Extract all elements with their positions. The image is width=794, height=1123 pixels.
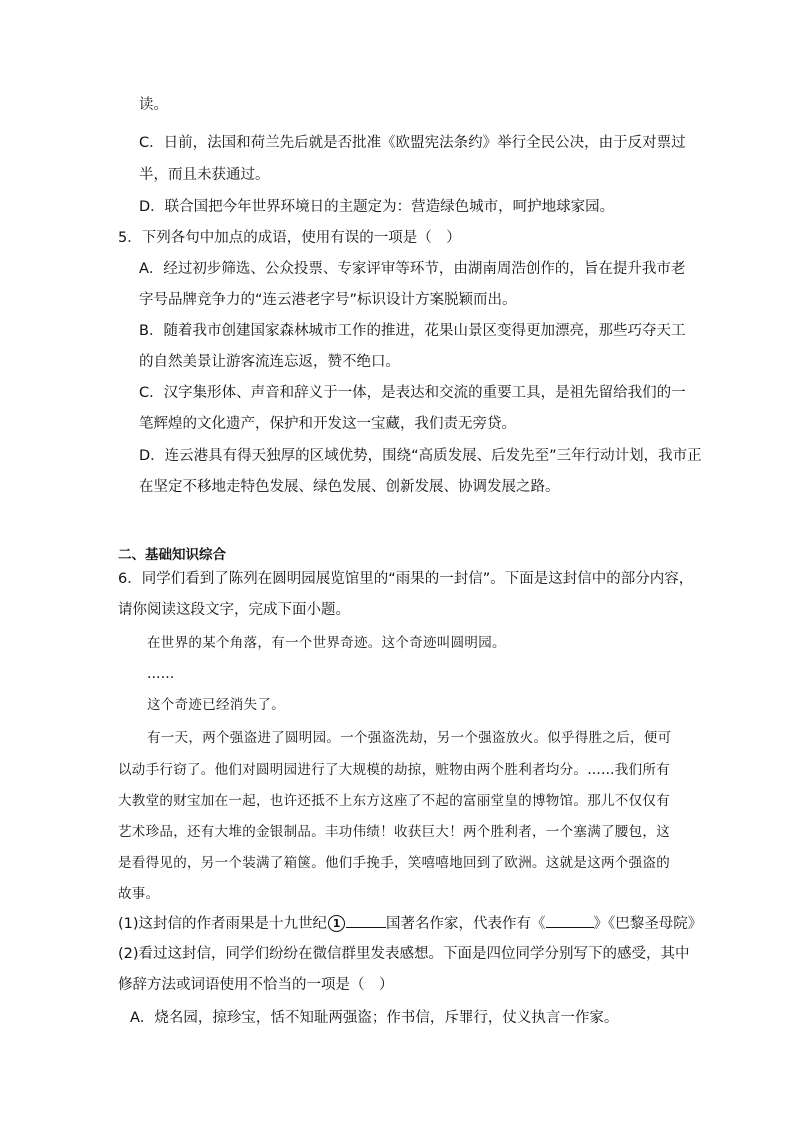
letter-paragraph-3-line2: 以动手行窃了。他们对圆明园进行了大规模的劫掠，赃物由两个胜利者均分。……我们所有 <box>118 762 670 778</box>
q5-option-c-line1: C．汉字集形体、声音和辞义于一体，是表达和交流的重要工具，是祖先留给我们的一 <box>139 385 686 401</box>
blank-marker-circle: 1 <box>328 915 345 932</box>
q6-stem-line1: 6．同学们看到了陈列在圆明园展览馆里的“雨果的一封信”。下面是这封信中的部分内容， <box>118 571 694 587</box>
q6-sub2-line2: 修辞方法或词语使用不恰当的一项是（ ） <box>118 977 394 993</box>
q6-sub1-middle: 国著名作家，代表作有《 <box>386 916 546 932</box>
q6-sub1-prefix: (1)这封信的作者雨果是十九世纪 <box>118 916 328 932</box>
answer-blank-1[interactable] <box>346 913 386 928</box>
q5-option-d-line1: D．连云港具有得天独厚的区域优势，围绕“高质发展、后发先至”三年行动计划，我市正 <box>139 448 702 464</box>
letter-paragraph-3-line1: 有一天，两个强盗进了圆明园。一个强盗洗劫，另一个强盗放火。似乎得胜之后，便可 <box>147 730 672 746</box>
answer-blank-2[interactable] <box>546 913 594 928</box>
letter-ellipsis: …… <box>147 666 175 682</box>
letter-paragraph-3-line3: 大教堂的财宝加在一起，也许还抵不上东方这座了不起的富丽堂皇的博物馆。那儿不仅仅有 <box>118 793 670 809</box>
q5-option-c-line2: 笔辉煌的文化遗产，保护和开发这一宝藏，我们责无旁贷。 <box>139 416 516 432</box>
section-heading: 二、基础知识综合 <box>118 547 226 563</box>
q6-sub1-suffix: 》《巴黎圣母院》 <box>593 916 703 932</box>
q5-option-b-line1: B．随着我市创建国家森林城市工作的推进，花果山景区变得更加漂亮，那些巧夺天工 <box>139 323 686 339</box>
q4-option-c-line2: 半，而且未获通过。 <box>139 167 270 183</box>
letter-paragraph-2: 这个奇迹已经消失了。 <box>147 697 285 713</box>
q4-option-d: D．联合国把今年世界环境日的主题定为：营造绿色城市，呵护地球家园。 <box>139 199 615 215</box>
q6-sub2-option-a: A．烧名园，掠珍宝，恬不知耻两强盗；作书信，斥罪行，仗义执言一作家。 <box>130 1010 619 1026</box>
letter-paragraph-3-line5: 是看得见的，另一个装满了箱箧。他们手挽手，笑嘻嘻地回到了欧洲。这就是这两个强盗的 <box>118 855 670 871</box>
q4-option-c-line1: C．日前，法国和荷兰先后就是否批准《欧盟宪法条约》举行全民公决，由于反对票过 <box>139 135 686 151</box>
q4-continuation-line: 读。 <box>139 97 168 113</box>
q5-option-a-line2: 字号品牌竞争力的“连云港老字号”标识设计方案脱颖而出。 <box>139 292 517 308</box>
q6-stem-line2: 请你阅读这段文字，完成下面小题。 <box>118 602 350 618</box>
q5-option-d-line2: 在坚定不移地走特色发展、绿色发展、创新发展、协调发展之路。 <box>139 479 560 495</box>
q5-option-b-line2: 的自然美景让游客流连忘返，赞不绝口。 <box>139 354 400 370</box>
letter-paragraph-3-line4: 艺术珍品，还有大堆的金银制品。丰功伟绩！收获巨大！两个胜利者，一个塞满了腰包，这 <box>118 824 670 840</box>
q6-sub2-line1: (2)看过这封信，同学们纷纷在微信群里发表感想。下面是四位同学分别写下的感受，其中 <box>118 946 690 962</box>
letter-paragraph-3-line6: 故事。 <box>118 886 160 902</box>
q6-sub1 <box>118 913 702 934</box>
q5-stem: 5．下列各句中加点的成语，使用有误的一项是（ ） <box>118 230 461 246</box>
q5-option-a-line1: A．经过初步筛选、公众投票、专家评审等环节，由湖南周浩创作的，旨在提升我市老 <box>139 261 686 277</box>
letter-paragraph-1: 在世界的某个角落，有一个世界奇迹。这个奇迹叫圆明园。 <box>147 635 506 651</box>
